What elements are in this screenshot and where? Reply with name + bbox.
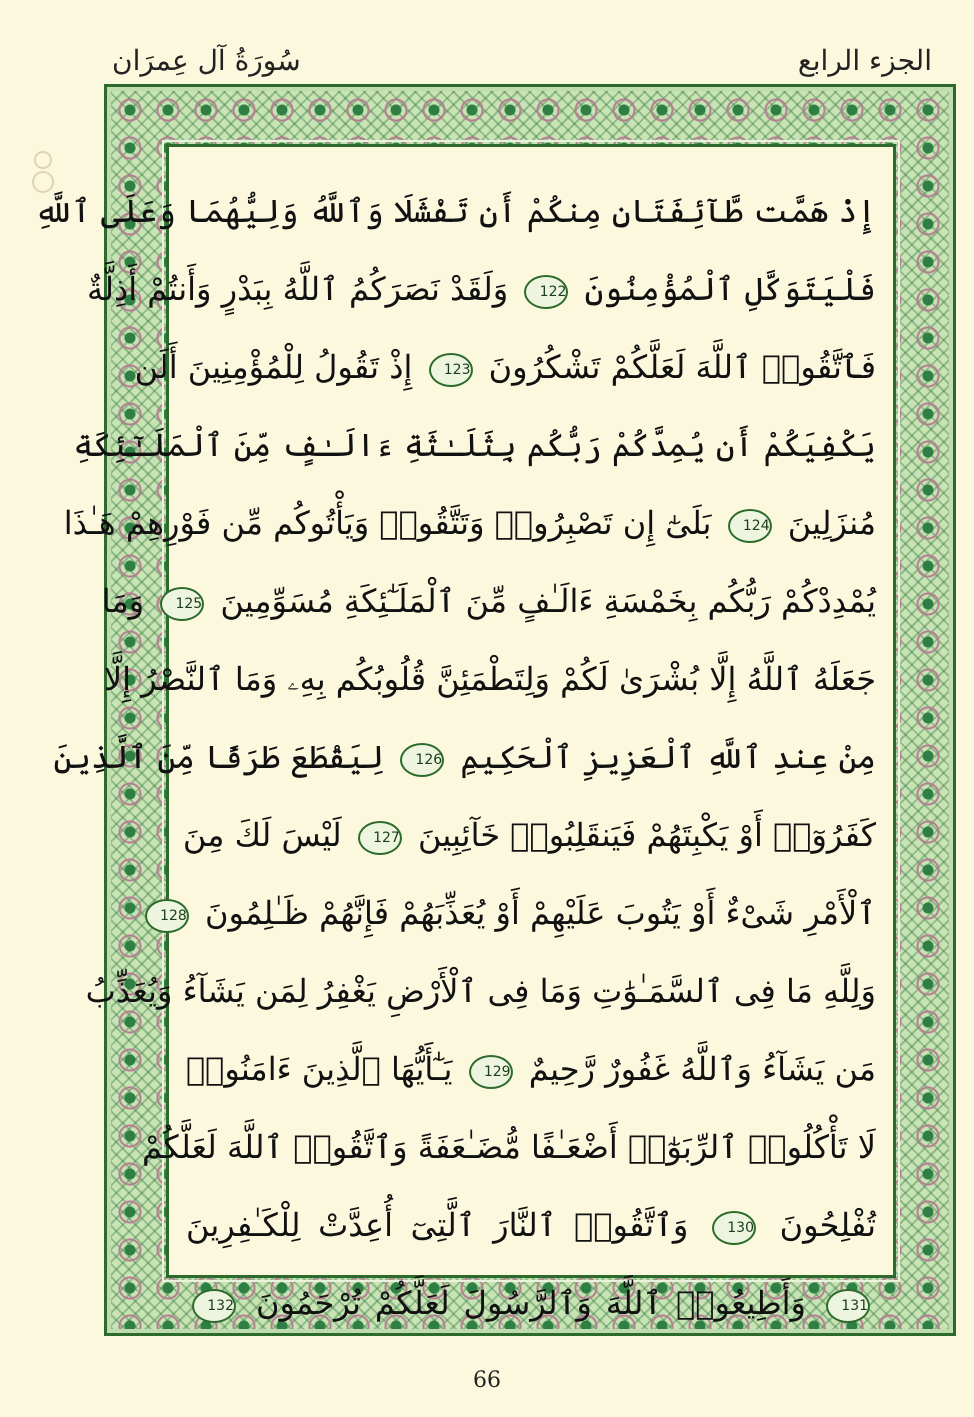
surah-header: سُورَةُ آل عِمرَان <box>112 44 301 77</box>
verse-line-1: إِذْ هَمَّت طَّآئِفَتَانِ مِنكُمْ أَن تَفْشَلَا وَٱللَّهُ وَلِيُّهُمَا وَعَلَى ٱللَّهِ <box>34 192 876 230</box>
verse-text-block <box>34 172 877 1322</box>
ayah-marker-122: 122 <box>524 275 568 309</box>
verse-line-14: تُفْلِحُونَ 130 وَٱتَّقُوا۟ ٱلنَّارَ ٱلَّتِىٓ أُعِدَّتْ لِلْكَـٰفِرِينَ <box>186 1206 877 1244</box>
verse-line-5: مُنزَلِينَ 124 بَلَىٰٓ إِن تَصْبِرُوا۟ وَتَتَّقُوا۟ وَيَأْتُوكُم مِّن فَوْرِهِمْ هَـٰذَا <box>63 504 876 542</box>
ayah-marker-123: 123 <box>429 353 473 387</box>
verse-line-7: جَعَلَهُ ٱللَّهُ إِلَّا بُشْرَىٰ لَكُمْ وَلِتَطْمَئِنَّ قُلُوبُكُم بِهِۦ وَمَا ٱلنَّصْرُ إِلَّا <box>103 660 876 698</box>
verse-line-10: ٱلْأَمْرِ شَىْءٌ أَوْ يَتُوبَ عَلَيْهِمْ أَوْ يُعَذِّبَهُمْ فَإِنَّهُمْ ظَـٰلِمُونَ 128 <box>186 874 876 952</box>
verse-line-8: مِنْ عِندِ ٱللَّهِ ٱلْعَزِيزِ ٱلْحَكِيمِ 126 لِيَقْطَعَ طَرَفًا مِّنَ ٱلَّذِينَ <box>53 738 876 776</box>
ayah-marker-129: 129 <box>469 1055 513 1089</box>
verse-line-4: يَكْفِيَكُمْ أَن يُمِدَّكُمْ رَبُّكُم بِثَلَـٰثَةِ ءَالَـٰفٍ مِّنَ ٱلْمَلَـٰٓئِكَةِ <box>73 426 876 464</box>
verse-line-12: مَن يَشَآءُ وَٱللَّهُ غَفُورٌ رَّحِيمٌ 129 يَـٰٓأَيُّهَا ٱلَّذِينَ ءَامَنُوا۟ <box>185 1050 876 1088</box>
ayah-marker-125: 125 <box>160 587 204 621</box>
verse-line-3: فَٱتَّقُوا۟ ٱللَّهَ لَعَلَّكُمْ تَشْكُرُونَ 123 إِذْ تَقُولُ لِلْمُؤْمِنِينَ أَلَن <box>134 348 876 386</box>
verse-line-13: لَا تَأْكُلُوا۟ ٱلرِّبَوٰٓا۟ أَضْعَـٰفًا مُّضَـٰعَفَةً وَٱتَّقُوا۟ ٱللَّهَ لَعَلَّكُمْ <box>142 1128 876 1166</box>
ayah-marker-130: 130 <box>712 1211 756 1245</box>
verse-line-15: 131 وَأَطِيعُوا۟ ٱللَّهَ وَٱلرَّسُولَ لَعَلَّكُمْ تُرْحَمُونَ 132 <box>186 1264 876 1342</box>
ayah-marker-127: 127 <box>358 821 402 855</box>
verse-line-6: يُمْدِدْكُمْ رَبُّكُم بِخَمْسَةِ ءَالَـٰفٍ مِّنَ ٱلْمَلَـٰٓئِكَةِ مُسَوِّمِينَ 125 وَمَا <box>101 582 876 620</box>
verse-line-11: وَلِلَّهِ مَا فِى ٱلسَّمَـٰوَٰتِ وَمَا فِى ٱلْأَرْضِ يَغْفِرُ لِمَن يَشَآءُ وَيُعَذِّبُ <box>85 972 876 1010</box>
ayah-marker-126: 126 <box>400 743 444 777</box>
verse-line-9: كَفَرُوٓا۟ أَوْ يَكْبِتَهُمْ فَيَنقَلِبُوا۟ خَآئِبِينَ 127 لَيْسَ لَكَ مِنَ <box>182 816 876 854</box>
ayah-marker-131: 131 <box>826 1289 870 1323</box>
page-number: 66 <box>473 1368 501 1393</box>
juz-header: الجزء الرابع <box>797 44 932 77</box>
verse-line-2: فَلْيَتَوَكَّلِ ٱلْمُؤْمِنُونَ 122 وَلَقَدْ نَصَرَكُمُ ٱللَّهُ بِبَدْرٍ وَأَنتُمْ أَذِلَّةٌ <box>87 270 876 308</box>
ayah-marker-124: 124 <box>728 509 772 543</box>
ayah-marker-132: 132 <box>192 1289 236 1323</box>
ayah-marker-128: 128 <box>145 899 189 933</box>
